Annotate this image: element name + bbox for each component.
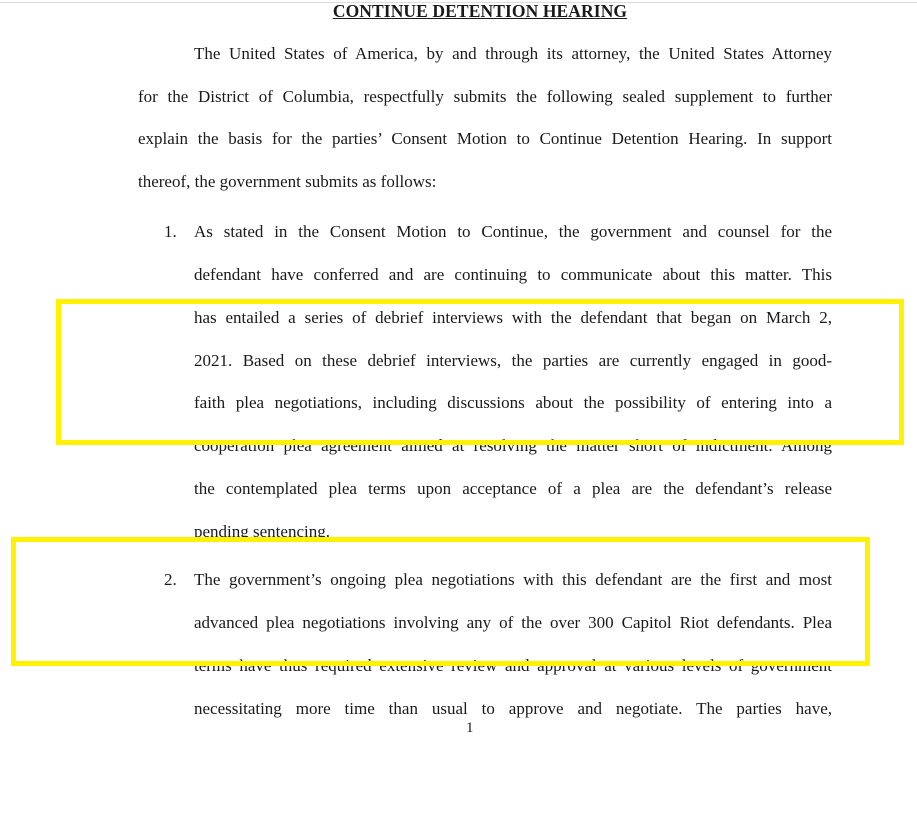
paragraph-1-line: cooperation plea agreement aimed at resolving the matter short of indictment. Among [194,436,832,455]
highlight-box-paragraph-2 [11,537,870,666]
paragraph-2-line: advanced plea negotiations involving any of the over 300 Capitol Riot defendants. Plea [194,613,832,632]
paragraph-1-line: faith plea negotiations, including discussions about the possibility of entering into a [194,393,832,412]
paragraph-1-line: defendant have conferred and are continuing to communicate about this matter. This [194,265,832,284]
paragraph-1-number: 1. [164,222,177,241]
paragraph-1-line: the contemplated plea terms upon acceptance of a plea are the defendant’s release [194,479,832,498]
paragraph-1-line: has entailed a series of debrief interviews with the defendant that began on March 2, [194,308,832,327]
paragraph-1-line: As stated in the Consent Motion to Continue, the government and counsel for the [194,222,832,241]
intro-line: The United States of America, by and through its attorney, the United States Attorney [194,44,832,63]
document-heading: CONTINUE DETENTION HEARING [332,1,628,21]
paragraph-1-line: 2021. Based on these debrief interviews, the parties are currently engaged in good- [194,351,832,370]
paragraph-2-line: terms have thus required extensive review and approval at various levels of government [194,656,832,675]
paragraph-2-line: The government’s ongoing plea negotiations with this defendant are the first and most [194,570,832,589]
page-number: 1 [466,720,474,736]
paragraph-1-line: pending sentencing. [194,522,330,541]
paragraph-2-number: 2. [164,570,177,589]
paragraph-2-line: necessitating more time than usual to approve and negotiate. The parties have, [194,699,832,718]
intro-line: for the District of Columbia, respectfully submits the following sealed supplement to further [138,87,832,106]
intro-line: thereof, the government submits as follows: [138,172,437,191]
intro-line: explain the basis for the parties’ Consent Motion to Continue Detention Hearing. In support [138,129,832,148]
